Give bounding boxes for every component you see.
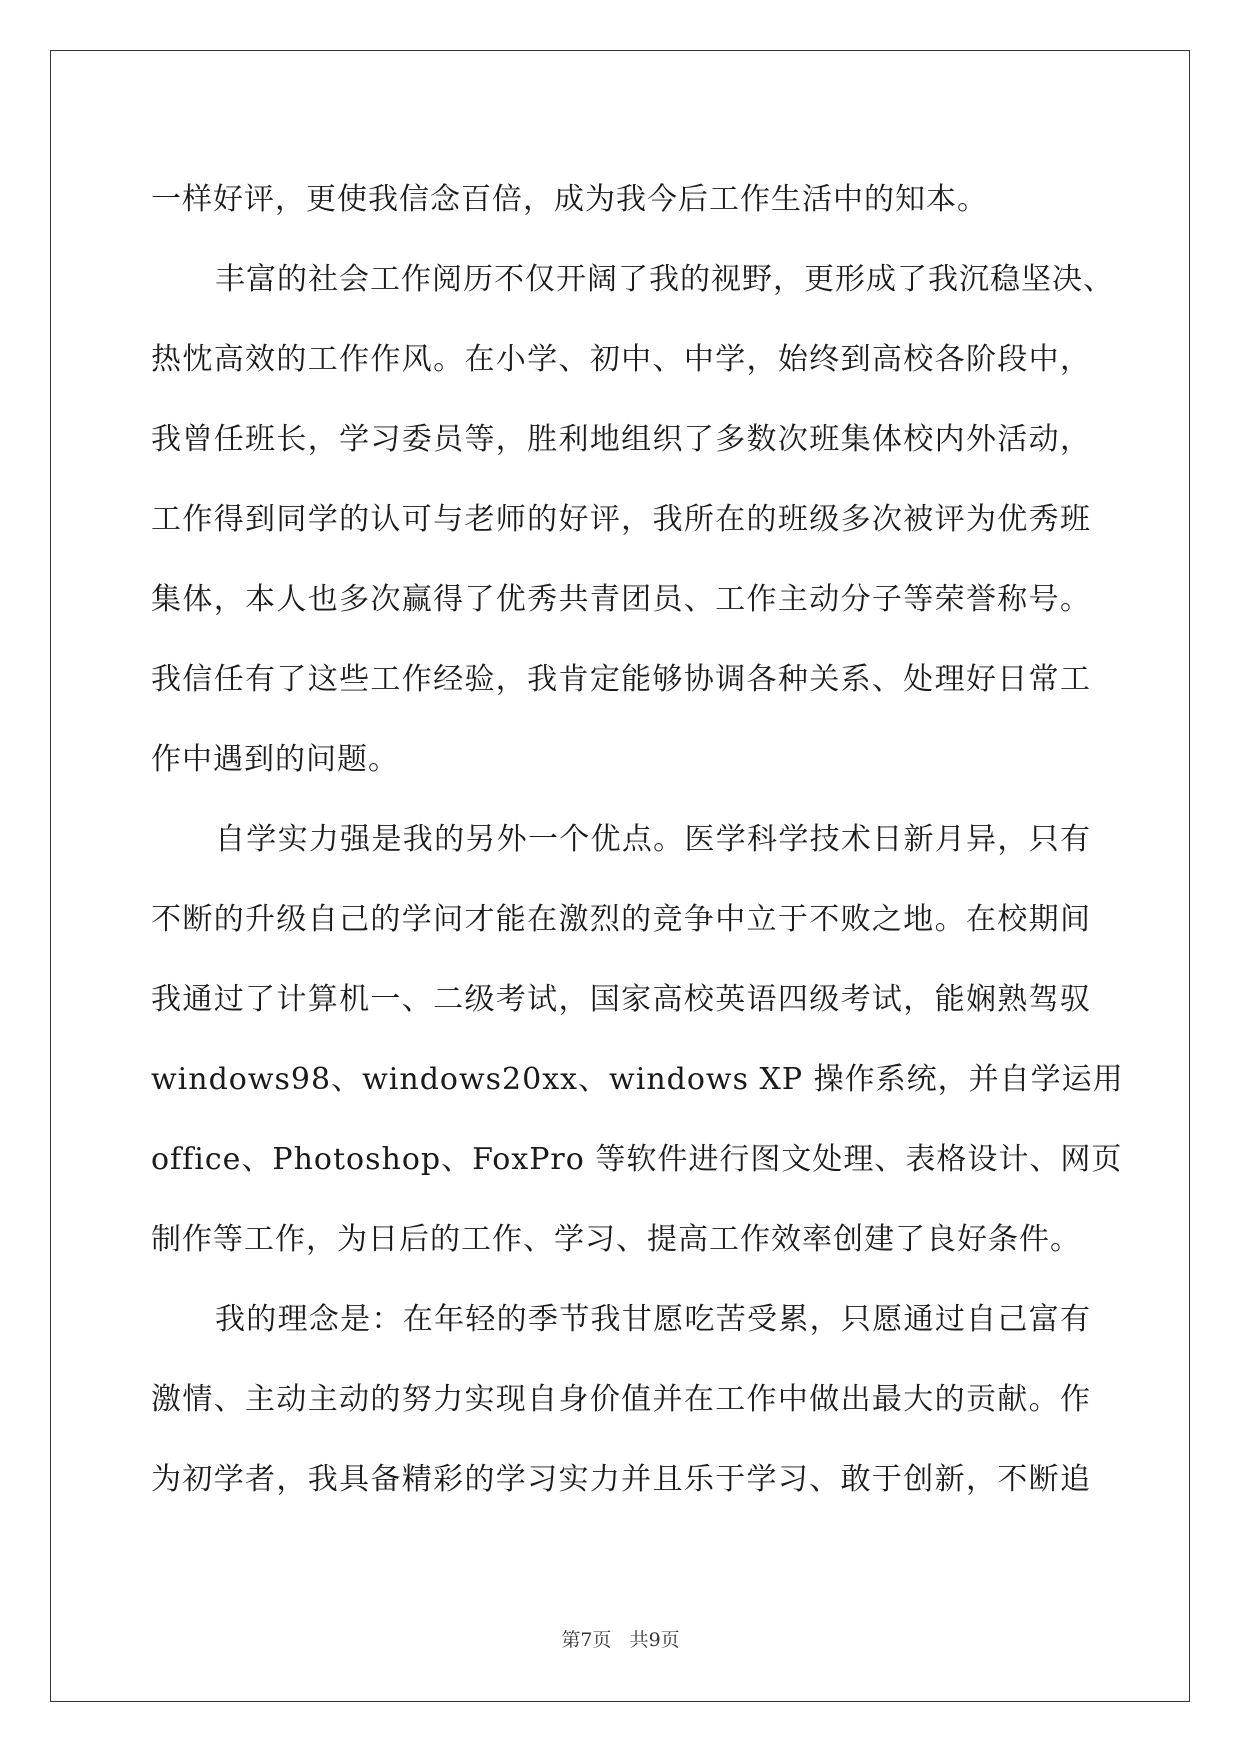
text-line: 自学实力强是我的另外一个优点。医学科学技术日新月异，只有: [215, 822, 1091, 857]
page-number: 第7页: [561, 1629, 612, 1651]
text-line: office、Photoshop、FoxPro 等软件进行图文处理、表格设计、网页: [151, 1142, 1123, 1177]
text-line: 我通过了计算机一、二级考试，国家高校英语四级考试，能娴熟驾驭: [151, 982, 1091, 1017]
text-line: windows98、windows20xx、windows XP 操作系统，并自学运用: [151, 1062, 1124, 1097]
text-line: 为初学者，我具备精彩的学习实力并且乐于学习、敢于创新，不断追: [151, 1462, 1091, 1497]
text-line: 我信任有了这些工作经验，我肯定能够协调各种关系、处理好日常工: [151, 662, 1091, 697]
page-total: 共9页: [629, 1629, 680, 1651]
document-body: [151, 160, 1124, 1520]
text-line: 我的理念是：在年轻的季节我甘愿吃苦受累，只愿通过自己富有: [215, 1302, 1091, 1337]
text-line: 工作得到同学的认可与老师的好评，我所在的班级多次被评为优秀班: [151, 502, 1091, 537]
page-footer: [0, 1625, 1241, 1652]
text-line: 不断的升级自己的学问才能在激烈的竞争中立于不败之地。在校期间: [151, 902, 1091, 937]
text-line: 我曾任班长，学习委员等，胜利地组织了多数次班集体校内外活动，: [151, 422, 1091, 457]
text-line: 一样好评，更使我信念百倍，成为我今后工作生活中的知本。: [151, 182, 988, 217]
text-line: 制作等工作，为日后的工作、学习、提高工作效率创建了良好条件。: [151, 1222, 1081, 1257]
text-line: 丰富的社会工作阅历不仅开阔了我的视野，更形成了我沉稳坚决、: [215, 262, 1114, 297]
text-line: 集体，本人也多次赢得了优秀共青团员、工作主动分子等荣誉称号。: [151, 582, 1091, 617]
text-line: 激情、主动主动的努力实现自身价值并在工作中做出最大的贡献。作: [151, 1382, 1091, 1417]
text-line: 作中遇到的问题。: [151, 742, 399, 777]
text-line: 热忱高效的工作作风。在小学、初中、中学，始终到高校各阶段中，: [151, 342, 1091, 377]
